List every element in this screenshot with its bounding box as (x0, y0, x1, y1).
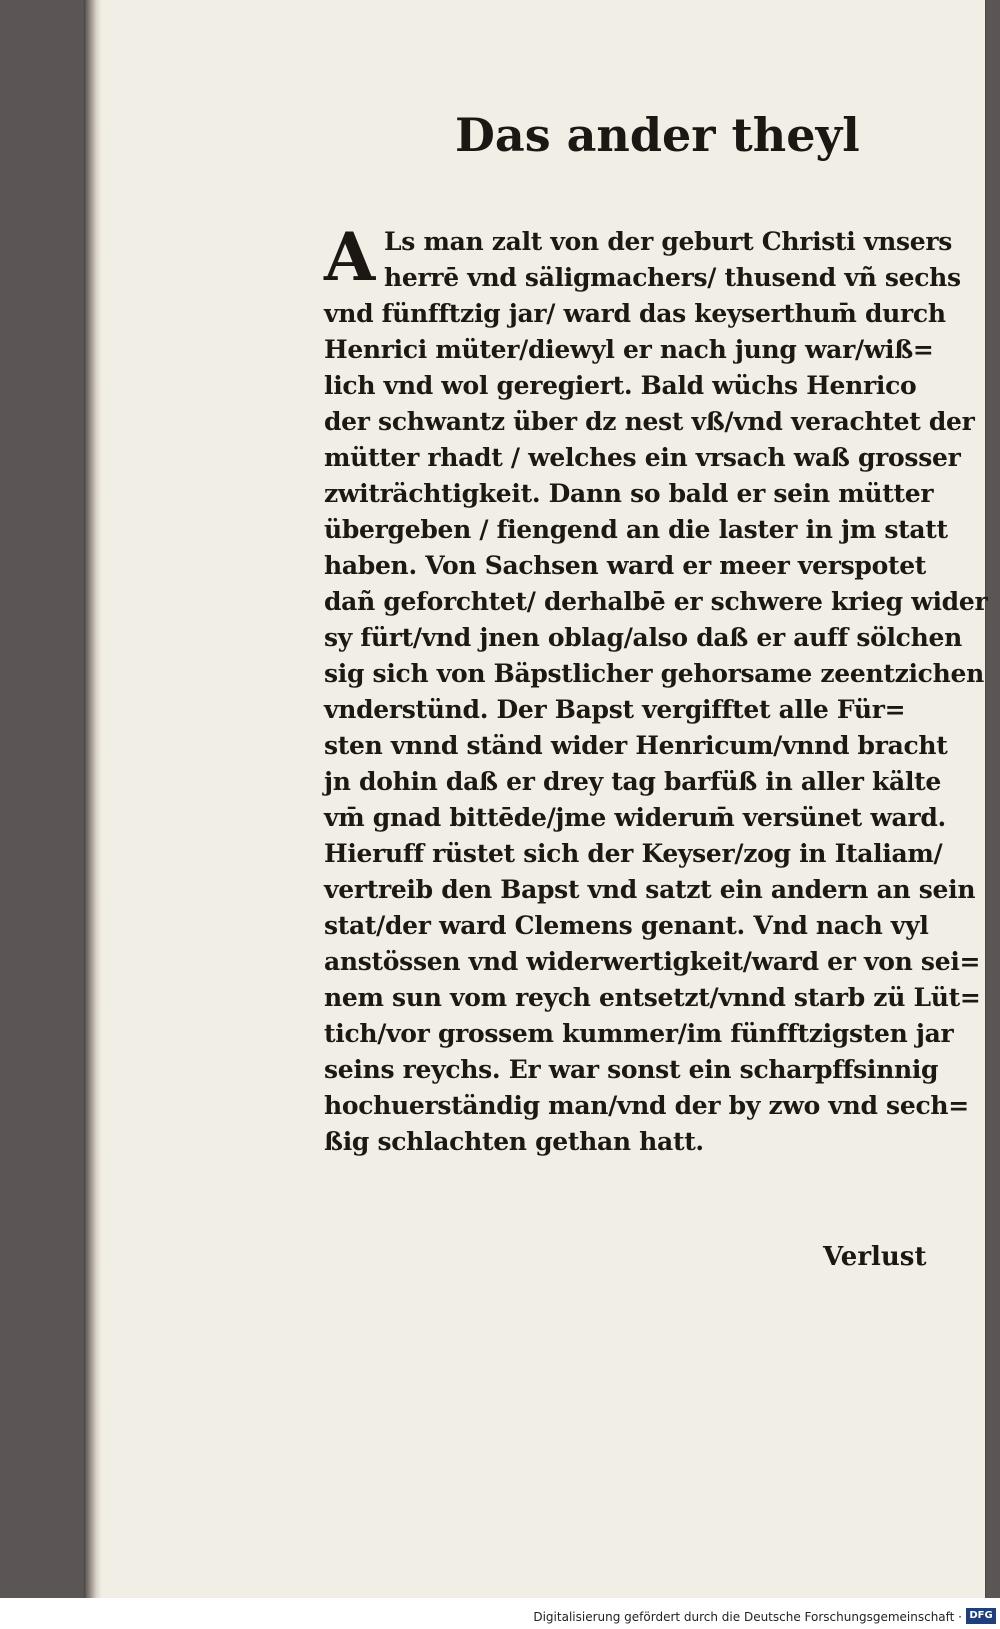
text-line: stat/der ward Clemens genant. Vnd nach vyl (324, 911, 929, 940)
text-line: hochuerständig man/vnd der by zwo vnd sech= (324, 1091, 969, 1120)
text-line: ßig schlachten gethan hatt. (324, 1127, 704, 1156)
text-line: zwiträchtigkeit. Dann so bald er sein mütter (324, 479, 934, 508)
text-line: anstössen vnd widerwertigkeit/ward er von sei= (324, 947, 981, 976)
catchword: Verlust (823, 1242, 927, 1272)
running-head: Das ander theyl (455, 108, 860, 162)
initial-letter: A (324, 218, 376, 296)
text-line: vnderstünd. Der Bapst vergifftet alle Für= (324, 695, 906, 724)
text-line: vnd fünfftzig jar/ ward das keyserthum̄ durch (324, 299, 946, 328)
text-line: nem sun vom reych entsetzt/vnnd starb zü Lüt= (324, 983, 981, 1012)
text-line: dañ geforchtet/ derhalbē er schwere krieg wider (324, 587, 988, 616)
text-line: sig sich von Bäpstlicher gehorsame zeentzichen (324, 659, 984, 688)
text-line: vm̄ gnad bittēde/jme widerum̄ versünet ward. (324, 803, 946, 832)
text-line: haben. Von Sachsen ward er meer verspotet (324, 551, 927, 580)
text-line: sy fürt/vnd jnen oblag/also daß er auff sölchen (324, 623, 962, 652)
text-line: jn dohin daß er drey tag barfüß in aller kälte (324, 767, 942, 796)
text-line: Henrici müter/diewyl er nach jung war/wiß= (324, 335, 934, 364)
text-line: sten vnnd ständ wider Henricum/vnnd bracht (324, 731, 948, 760)
funding-credit: Digitalisierung gefördert durch die Deutsche Forschungsgemeinschaft · (533, 1610, 962, 1624)
dfg-logo: DFG (966, 1608, 996, 1624)
text-line: tich/vor grossem kummer/im fünfftzigsten jar (324, 1019, 954, 1048)
text-line: Hieruff rüstet sich der Keyser/zog in Italiam/ (324, 839, 943, 868)
text-line: mütter rhadt / welches ein vrsach waß grosser (324, 443, 961, 472)
text-line: herrē vnd säligmachers/ thusend vñ sechs (384, 263, 961, 292)
text-line: Ls man zalt von der geburt Christi vnsers (384, 227, 953, 256)
text-line: vertreib den Bapst vnd satzt ein andern an sein (324, 875, 976, 904)
text-line: der schwantz über dz nest vß/vnd verachtet der (324, 407, 975, 436)
text-line: übergeben / fiengend an die laster in jm statt (324, 515, 948, 544)
text-line: seins reychs. Er war sonst ein scharpffsinnig (324, 1055, 939, 1084)
page-gutter (85, 0, 101, 1598)
text-line: lich vnd wol geregiert. Bald wüchs Henrico (324, 371, 917, 400)
